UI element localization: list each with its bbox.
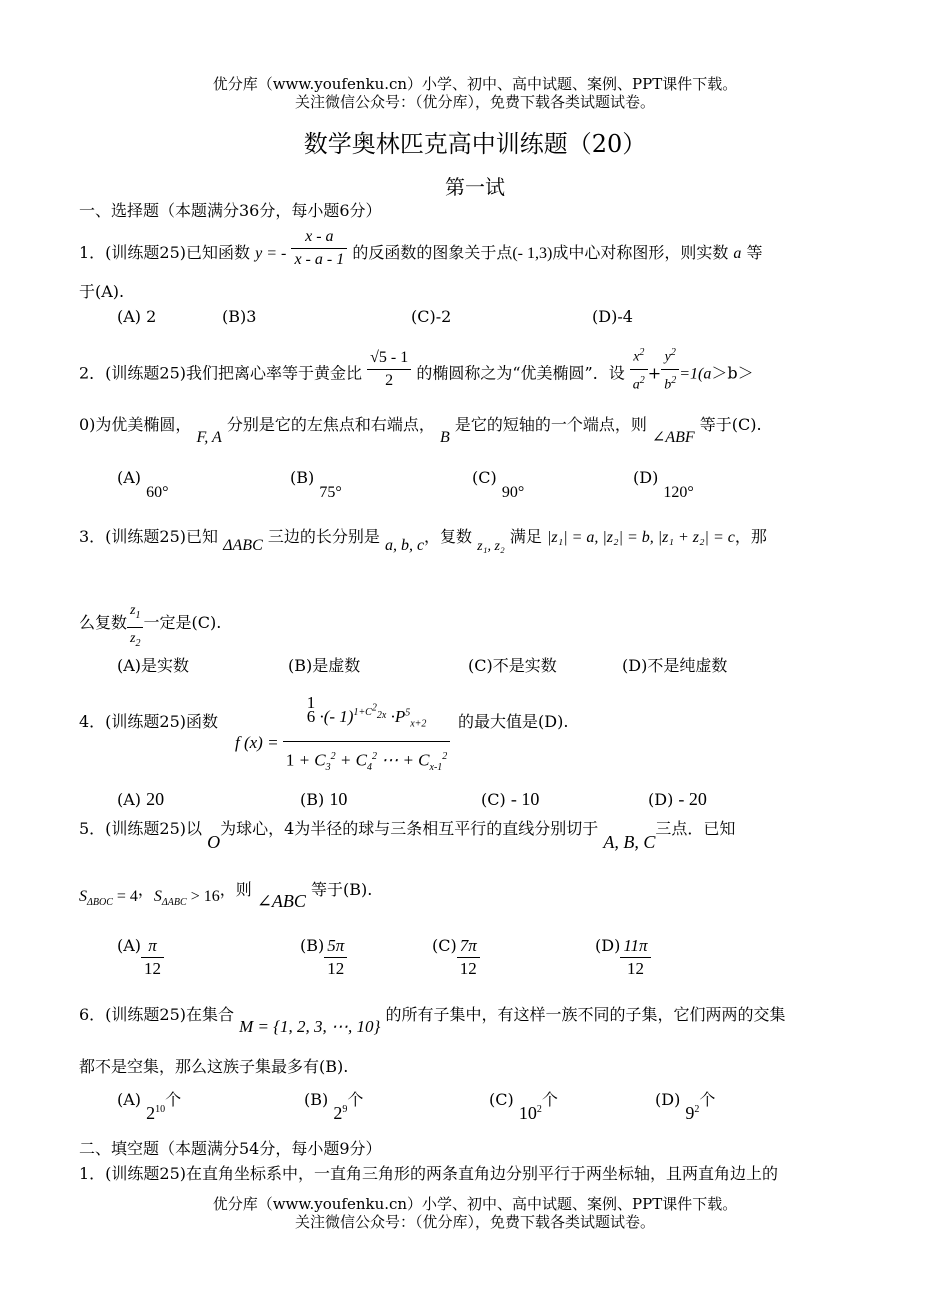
q2-line2-a: 0)为优美椭圆， (79, 415, 192, 434)
q4-option-b-value: 10 (329, 789, 348, 809)
q3-option-a[interactable]: (A)是实数 (117, 656, 190, 675)
q2-option-a[interactable] (117, 467, 169, 501)
q6-option-a-unit: 个 (165, 1090, 182, 1109)
q3-ratio: $\frac{z_1}{z_2}$ (127, 600, 143, 655)
q5-answer: 等于(B). (311, 880, 373, 899)
q5-option-a-den: 12 (144, 959, 162, 978)
q4-option-c-value: - 10 (510, 789, 540, 809)
q5-option-a-num: π (141, 935, 164, 958)
q5-option-b[interactable] (300, 935, 347, 980)
q2-option-c-value: 90° (501, 484, 525, 501)
q6-set: M = {1, 2, 3, ⋯, 10} (239, 1017, 381, 1036)
q5-option-b-num: 5π (324, 935, 347, 958)
question-1 (79, 228, 874, 271)
q5-area-abc-value: > 16 (190, 888, 220, 905)
q5-option-c[interactable] (432, 935, 480, 980)
q6-option-d[interactable] (655, 1085, 716, 1123)
q3-line-2 (79, 592, 874, 655)
q6-option-b-base: 2 (333, 1103, 343, 1123)
q4-function: f (x) = 1 6 ·(- $1)^{1+C^2_{2x}} \cdot P^5_{x+2}$ $1 + C_3^2 + C_4^2$ ⋯ + $C_{x-1}^2$ (235, 696, 450, 779)
q5-center-o: O (207, 832, 221, 852)
q5-then: ，则 (219, 880, 252, 899)
page-title: 数学奥林匹克高中训练题（20） (303, 130, 647, 158)
q4-option-d-value: - 20 (678, 789, 707, 809)
q6-option-c-exp: 2 (536, 1104, 542, 1115)
q1-prefix: 1．(训练题25)已知函数 (79, 243, 251, 262)
q6-prefix: 6．(训练题25)在集合 (79, 1005, 235, 1024)
q4-prefix: 4．(训练题25)函数 (79, 712, 219, 731)
q2-option-b-label: (B) (290, 468, 315, 487)
q2-option-d[interactable] (633, 467, 694, 501)
q2-option-b-value: 75° (319, 484, 342, 501)
q4-option-c-label: (C) (481, 790, 506, 809)
q1-tail: 等 (746, 243, 763, 262)
section-heading-fill: 二、填空题（本题满分54分，每小题9分） (79, 1139, 382, 1158)
q3-option-c[interactable]: (C)不是实数 (468, 656, 557, 675)
q3-option-b[interactable]: (B)是虚数 (288, 656, 361, 675)
question-2: 2．(训练题25)我们把离心率等于黄金比 $\frac{√5 - 1}{2}$ 的椭圆称之为“优美椭圆”．设 $\frac{x^2}{a^2}$ + $\frac{y^2}{b^2}$ =1(a＞b＞ (79, 352, 874, 396)
q5-area-abc: $S_{\Delta ABC} > 16$ (153, 888, 220, 909)
q6-option-a-label: (A) (117, 1090, 142, 1109)
q6-option-b[interactable] (304, 1085, 364, 1123)
q2-option-d-label: (D) (633, 468, 659, 487)
q4-suffix: 的最大值是(D). (458, 712, 569, 731)
q5-option-b-label: (B) (300, 936, 325, 955)
q2-angle: ∠ABF (651, 429, 695, 446)
question-6 (79, 1004, 874, 1036)
q6-option-d-unit: 个 (699, 1090, 716, 1109)
q4-option-a[interactable] (117, 788, 164, 811)
q6-option-d-base: 9 (685, 1103, 695, 1123)
q2-line2-b: 分别是它的左焦点和右端点， (226, 415, 435, 434)
q5-mid: 为球心，4为半径的球与三条相互平行的直线分别切于 (220, 819, 599, 838)
header-line-1: 优分库（www.youfenku.cn）小学、初中、高中试题、案例、PPT课件下载。 (212, 75, 738, 93)
q2-golden-ratio (367, 347, 411, 392)
q3-tail: ，那 (734, 527, 767, 546)
question-3 (79, 526, 874, 554)
q6-option-a-exp: 10 (155, 1104, 166, 1115)
q3-mid1: 三边的长分别是 (267, 527, 380, 546)
q2-option-c-label: (C) (472, 468, 497, 487)
q2-x-term: $\frac{x^2}{a^2}$ (630, 342, 648, 396)
q2-option-a-label: (A) (117, 468, 142, 487)
q1-option-a[interactable]: (A) 2 (117, 307, 157, 326)
q5-angle: ∠ABC (256, 891, 306, 911)
q6-option-b-label: (B) (304, 1090, 329, 1109)
q2-line2-c: 是它的短轴的一个端点，则 (454, 415, 647, 434)
q3-triangle: ΔABC (223, 537, 263, 554)
q4-option-d-label: (D) (648, 790, 674, 809)
q5-option-d-den: 12 (626, 959, 644, 978)
q1-fraction (291, 226, 347, 271)
q2-golden-numerator: √5 - 1 (367, 347, 411, 370)
footer-line-1: 优分库（www.youfenku.cn）小学、初中、高中试题、案例、PPT课件下载。 (212, 1195, 738, 1213)
q1-function-lhs: y = - (255, 245, 287, 262)
q3-sides: a, b, c (384, 537, 425, 554)
q2-point-b: B (439, 429, 450, 446)
q5-prefix: 5．(训练题25)以 (79, 819, 203, 838)
q5-option-d-num: 11π (620, 935, 650, 958)
q1-denominator: x - a - 1 (294, 251, 345, 268)
q2-equation-tail: =1(a (679, 365, 712, 383)
q6-option-c[interactable] (489, 1085, 558, 1123)
q5-points: A, B, C (603, 832, 656, 852)
q3-mid2: ，复数 (424, 527, 473, 546)
q1-variable: a (733, 245, 742, 262)
q3-line2-b: 一定是(C). (143, 612, 222, 632)
q3-mid3: 满足 (509, 527, 542, 546)
q1-line-2: 于(A). (79, 282, 125, 301)
q2-points-fa: F, A (196, 429, 222, 446)
q4-option-b[interactable] (300, 788, 347, 811)
q3-line2-a: 么复数 (79, 612, 128, 632)
q5-option-a[interactable] (117, 935, 164, 980)
q6-line-2: 都不是空集，那么这族子集最多有(B). (79, 1057, 349, 1076)
q6-option-b-unit: 个 (347, 1090, 364, 1109)
q5-option-d[interactable] (595, 935, 651, 980)
q1-suffix: 成中心对称图形，则实数 (552, 243, 729, 262)
q1-option-c[interactable]: (C)-2 (411, 307, 452, 326)
q3-option-d[interactable]: (D)不是纯虚数 (622, 656, 728, 675)
header-line-2: 关注微信公众号：（优分库），免费下载各类试题试卷。 (294, 93, 655, 111)
q5-option-c-label: (C) (432, 936, 457, 955)
q3-complex-numbers: z₁, z₂ (477, 539, 505, 554)
q3-condition: |z₁| = a, |z₂| = b, |z₁ + z₂| = c (547, 529, 735, 546)
q1-option-d[interactable]: (D)-4 (592, 307, 633, 326)
q5-option-c-den: 12 (459, 959, 477, 978)
q4-option-b-label: (B) (300, 790, 325, 809)
q2-option-a-value: 60° (146, 484, 169, 501)
q2-prefix: 2．(训练题25)我们把离心率等于黄金比 (79, 363, 363, 383)
q6-suffix: 的所有子集中，有这样一族不同的子集，它们两两的交集 (385, 1005, 786, 1024)
q1-numerator: x - a (291, 226, 347, 249)
q6-option-c-label: (C) (489, 1090, 514, 1109)
q6-option-d-exp: 2 (694, 1104, 700, 1115)
q2-option-c[interactable] (472, 467, 525, 501)
q6-option-d-label: (D) (655, 1090, 681, 1109)
section-heading-choice: 一、选择题（本题满分36分，每小题6分） (79, 201, 382, 220)
q4-option-d[interactable] (648, 788, 707, 811)
q2-option-d-value: 120° (663, 484, 694, 501)
q6-option-a[interactable] (117, 1085, 182, 1123)
q6-option-c-unit: 个 (541, 1090, 558, 1109)
fill-question-1: 1．(训练题25)在直角坐标系中，一直角三角形的两条直角边分别平行于两坐标轴，且两直角边上的 (79, 1164, 779, 1183)
q2-line-2 (79, 414, 874, 446)
q5-area-boc-value: = 4 (116, 888, 138, 905)
q1-mid: 的反函数的图象关于点 (352, 243, 513, 262)
q6-option-b-exp: 9 (342, 1104, 348, 1115)
q5-option-a-label: (A) (117, 936, 142, 955)
q2-option-b[interactable] (290, 467, 342, 501)
q1-point: (- 1,3) (512, 245, 553, 262)
q3-prefix: 3．(训练题25)已知 (79, 527, 219, 546)
question-5 (79, 817, 874, 852)
q2-line2-d: 等于(C). (699, 415, 762, 434)
q2-y-term: $\frac{y^2}{b^2}$ (661, 342, 679, 396)
q4-option-a-value: 20 (146, 789, 165, 809)
q5-line-2: $S_{\Delta BOC} = 4$，$S_{\Delta ABC} > 16$，则 ∠ABC 等于(B). (79, 880, 373, 911)
q5-area-boc: $S_{\Delta BOC} = 4$ (79, 888, 138, 909)
page-subtitle: 第一试 (445, 175, 505, 199)
q1-option-b[interactable]: (B)3 (222, 307, 257, 326)
footer-line-2: 关注微信公众号：（优分库），免费下载各类试题试卷。 (294, 1213, 655, 1231)
q6-option-c-base: 10 (518, 1103, 537, 1123)
q4-option-c[interactable] (481, 788, 539, 811)
q5-option-d-label: (D) (595, 936, 621, 955)
q4-option-a-label: (A) (117, 790, 142, 809)
q5-option-b-den: 12 (327, 959, 345, 978)
q2-golden-denominator: 2 (385, 371, 394, 389)
q2-mid: 的椭圆称之为“优美椭圆”．设 (416, 363, 625, 383)
q5-option-c-num: 7π (457, 935, 480, 958)
q5-tail: 三点．已知 (655, 819, 736, 838)
q6-option-a-base: 2 (146, 1103, 156, 1123)
q2-condition: ＞b＞ (711, 363, 754, 383)
